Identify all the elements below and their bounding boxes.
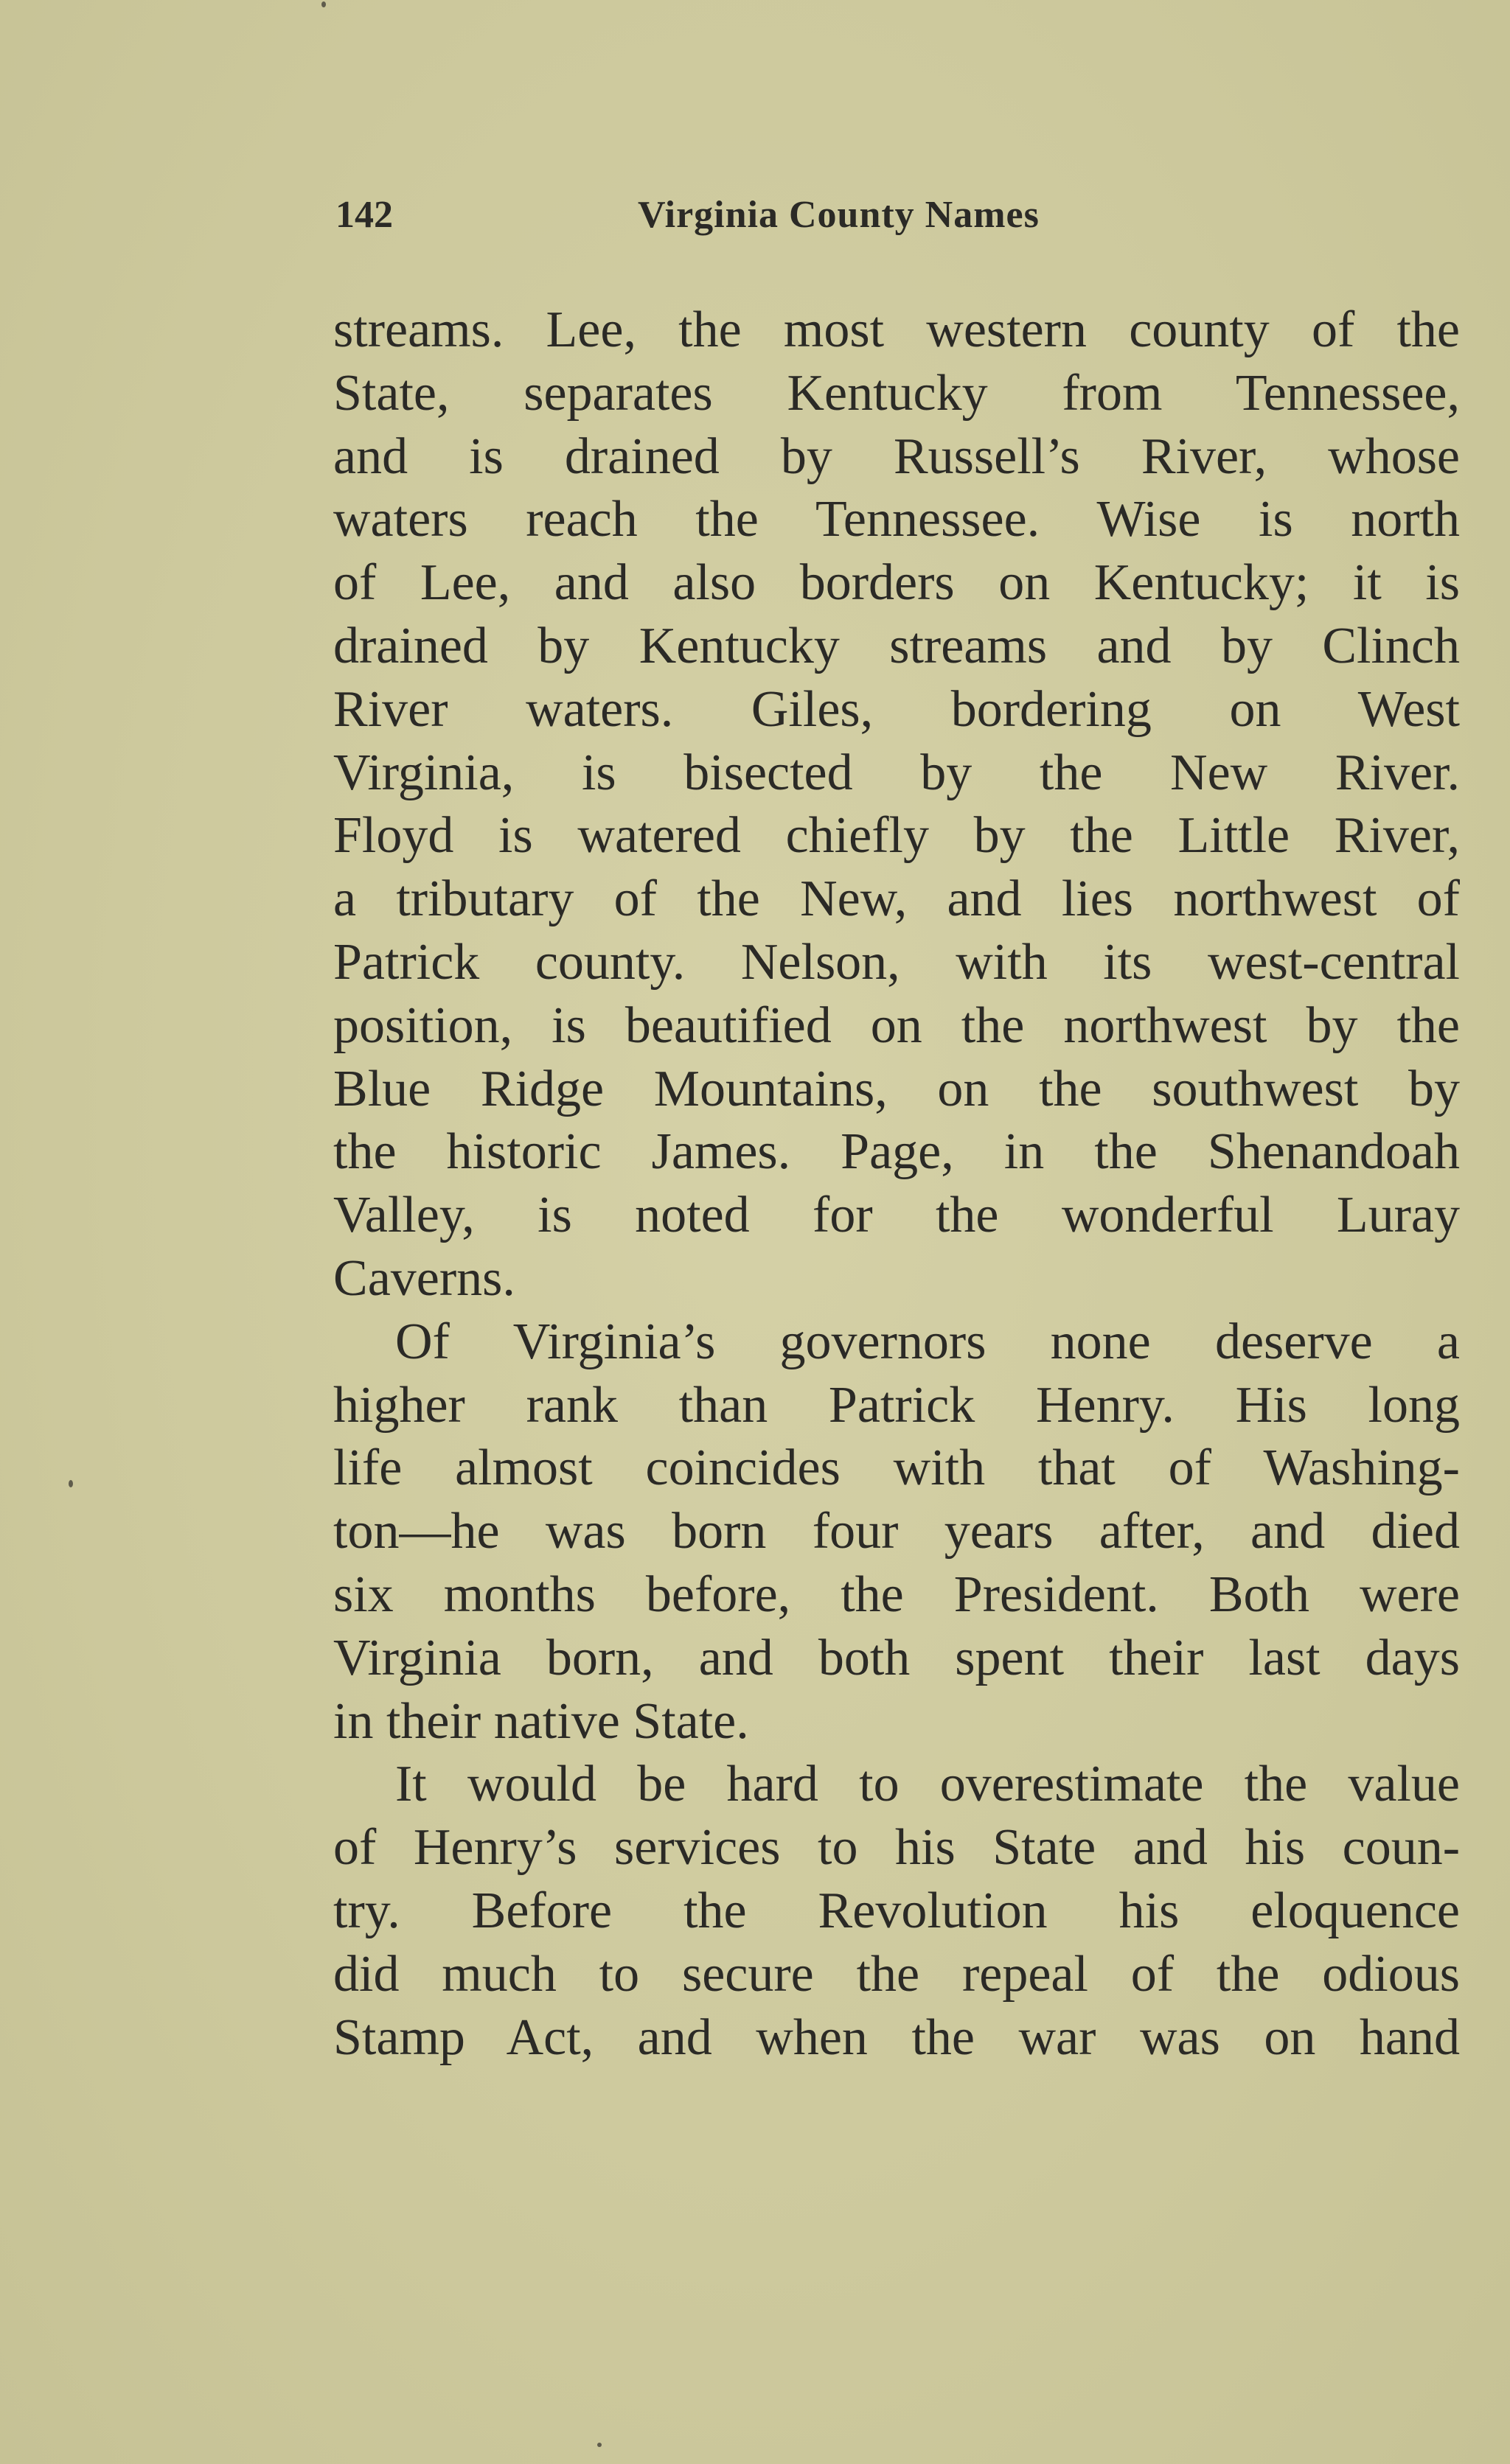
text-line: Stamp Act, and when the war was on hand: [333, 2008, 1460, 2066]
text-line: Caverns.: [333, 1249, 515, 1307]
text-line: life almost coincides with that of Washing-: [333, 1439, 1460, 1497]
text-line: drained by Kentucky streams and by Clinch: [333, 617, 1460, 674]
text-line: Floyd is watered chiefly by the Little River,: [333, 807, 1460, 865]
text-line: position, is beautified on the northwest by the: [333, 997, 1460, 1054]
text-line: waters reach the Tennessee. Wise is north: [333, 491, 1460, 548]
text-line: try. Before the Revolution his eloquence: [333, 1882, 1460, 1939]
text-line: Virginia, is bisected by the New River.: [333, 744, 1460, 801]
text-line: the historic James. Page, in the Shenandoah: [333, 1123, 1460, 1181]
text-line: and is drained by Russell’s River, whose: [333, 427, 1460, 485]
text-line: State, separates Kentucky from Tennessee,: [333, 364, 1460, 422]
page-header: [335, 193, 1456, 237]
text-line: of Lee, and also borders on Kentucky; it is: [333, 554, 1460, 612]
text-line: streams. Lee, the most western county of the: [333, 301, 1460, 358]
text-line: a tributary of the New, and lies northwest of: [333, 870, 1460, 928]
text-line: It would be hard to overestimate the value: [395, 1756, 1460, 1813]
paper-speck: [321, 1, 326, 7]
paper-speck: [597, 2443, 602, 2447]
text-line: Virginia born, and both spent their last days: [333, 1629, 1460, 1686]
text-line: higher rank than Patrick Henry. His long: [333, 1376, 1460, 1434]
paper-speck: [69, 1480, 73, 1487]
text-line: of Henry’s services to his State and his coun-: [333, 1819, 1460, 1877]
page-number: 142: [335, 194, 393, 236]
text-line: Patrick county. Nelson, with its west-central: [333, 933, 1460, 991]
body-text: [333, 299, 1460, 2069]
text-line: ton—he was born four years after, and died: [333, 1503, 1460, 1560]
text-line: Valley, is noted for the wonderful Luray: [333, 1187, 1460, 1244]
text-line: did much to secure the repeal of the odious: [333, 1945, 1460, 2003]
text-line: River waters. Giles, bordering on West: [333, 680, 1460, 738]
text-line: six months before, the President. Both were: [333, 1566, 1460, 1623]
running-title: Virginia County Names: [638, 194, 1040, 236]
text-line: Blue Ridge Mountains, on the southwest by: [333, 1060, 1460, 1117]
text-line: in their native State.: [333, 1692, 749, 1750]
text-line: Of Virginia’s governors none deserve a: [395, 1313, 1460, 1370]
